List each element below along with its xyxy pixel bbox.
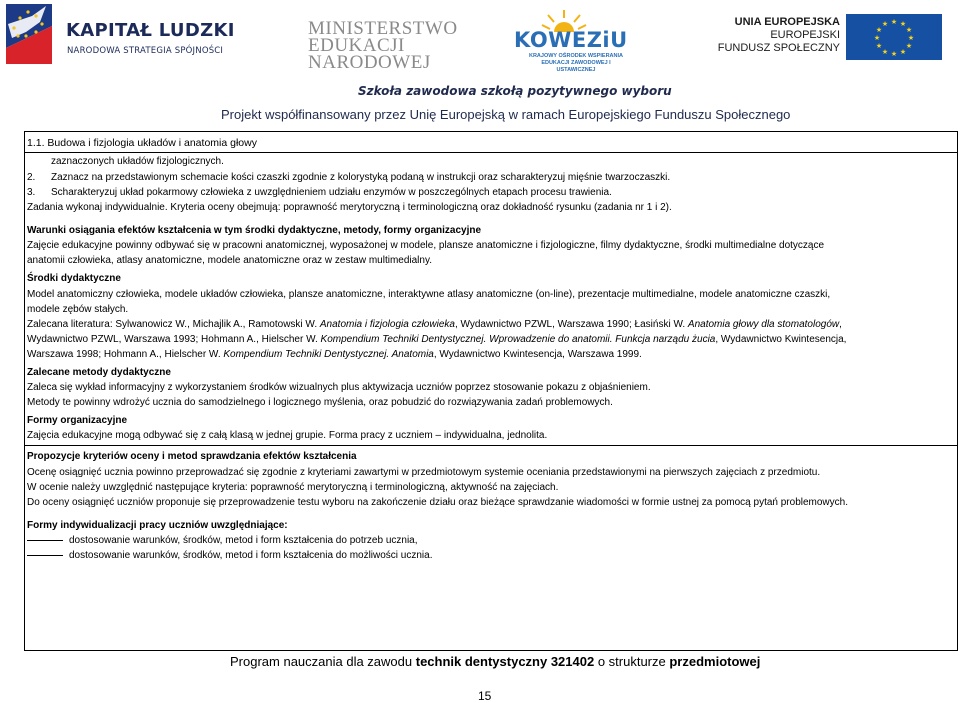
unia-europejska-logo bbox=[717, 14, 950, 62]
forms-line-1: Zajęcia edukacyjne mogą odbywać się z całą klasą w jednej grupie. Forma pracy z uczniem – indywidualna, jednolita. bbox=[27, 430, 548, 441]
kapital-ludzki-logo bbox=[6, 4, 246, 64]
task-line-3: Scharakteryzuj układ pokarmowy człowieka z uwzględnieniem udziału enzymów w poszczególnych etapach procesu trawienia. bbox=[51, 187, 612, 198]
svg-text:★: ★ bbox=[875, 26, 883, 34]
kapital-ludzki-flag-icon bbox=[6, 4, 56, 64]
individualization-item: dostosowanie warunków, środków, metod i form kształcenia do potrzeb ucznia, bbox=[27, 535, 418, 547]
literature-line-1: Zalecana literatura: Sylwanowicz W., Michajlik A., Ramotowski W. Anatomia i fizjologia człowieka, Wydawnictwo PZWL, Warszawa 1990; Łasiński W. Anatomia głowy dla stomatologów, bbox=[27, 319, 842, 330]
koweziu-subtitle: KRAJOWY OŚRODEK WSPIERANIA EDUKACJI ZAWODOWEJ I USTAWICZNEJ bbox=[528, 53, 624, 73]
eu-flag-icon bbox=[846, 14, 942, 60]
assessment-heading: Propozycje kryteriów oceny i metod sprawdzania efektów kształcenia bbox=[27, 451, 357, 462]
koweziu-logo bbox=[506, 10, 636, 73]
svg-text:★: ★ bbox=[890, 50, 898, 58]
kapital-ludzki-subtitle: NARODOWA STRATEGIA SPÓJNOŚCI bbox=[67, 46, 224, 56]
svg-text:★: ★ bbox=[890, 18, 898, 26]
assessment-line-1: Ocenę osiągnięć ucznia powinno przeprowadzać się zgodnie z kryteriami zawartymi w przedmiotowym systemie oceniania przedstawionymi na pierwszych zajęciach z przedmiotu. bbox=[27, 467, 821, 478]
svg-text:★: ★ bbox=[905, 42, 913, 50]
didactic-heading: Środki dydaktyczne bbox=[27, 273, 121, 284]
svg-text:★: ★ bbox=[899, 20, 907, 28]
content-table bbox=[24, 131, 958, 651]
koweziu-title: KOWEZiU bbox=[514, 28, 628, 52]
svg-text:★: ★ bbox=[873, 34, 881, 42]
task-line-0: zaznaczonych układów fizjologicznych. bbox=[51, 156, 224, 167]
literature-line-2: Wydawnictwo PZWL, Warszawa 1993; Hohmann A., Hielscher W. Kompendium Techniki Dentystycznej. Wprowadzenie do anatomii. Funkcja narządu żucia, Wydawnictwo Kwintesencja, bbox=[27, 334, 847, 345]
conditions-line-2: anatomii człowieka, atlasy anatomiczne, modele anatomiczne oraz w zestaw multimedialny. bbox=[27, 255, 432, 266]
forms-heading: Formy organizacyjne bbox=[27, 415, 128, 426]
section-title-row bbox=[25, 132, 957, 153]
kapital-ludzki-title: KAPITAŁ LUDZKI bbox=[66, 20, 235, 41]
conditions-heading: Warunki osiągania efektów kształcenia w tym środki dydaktyczne, metody, formy organizacyjne bbox=[27, 225, 482, 236]
svg-text:★: ★ bbox=[899, 48, 907, 56]
page-number: 15 bbox=[478, 689, 492, 703]
page-footer: Program nauczania dla zawodu technik dentystyczny 321402 o strukturze przedmiotowej bbox=[230, 654, 761, 669]
svg-text:★: ★ bbox=[905, 26, 913, 34]
methods-line-2: Metody te powinny wdrożyć ucznia do samodzielnego i logicznego myślenia, oraz pobudzić do rozwiązywania zadań problemowych. bbox=[27, 397, 613, 408]
section-divider bbox=[25, 445, 957, 446]
men-line-2: EDUKACJI bbox=[308, 35, 405, 56]
task-num-3: 3. bbox=[27, 187, 36, 198]
didactic-line-1: Model anatomiczny człowieka, modele układów człowieka, plansze anatomiczne, interaktywne atlasy anatomiczne (on-line), prezentacje multimedialne, modele anatomiczne czaszki, bbox=[27, 289, 831, 300]
task-line-2: Zaznacz na przedstawionym schemacie kości czaszki zgodnie z kolorystyką podaną w instrukcji oraz scharakteryzuj mięśnie twarzoczaszki. bbox=[51, 172, 671, 183]
conditions-line-1: Zajęcie edukacyjne powinny odbywać się w pracowni anatomicznej, wyposażonej w modele, plansze anatomiczne i fizjologiczne, filmy dydaktyczne, środki multimedialne dotyczące bbox=[27, 240, 825, 251]
dash-bullet-icon bbox=[27, 555, 63, 556]
svg-text:★: ★ bbox=[881, 48, 889, 56]
assessment-line-3: Do oceny osiągnięć uczniów proponuje się przeprowadzenie testu wyboru na zakończenie działu oraz bieżące sprawdzanie wiadomości w formie ustnej za pomocą pytań problemowych. bbox=[27, 497, 848, 508]
section-title: 1.1. Budowa i fizjologia układów i anatomia głowy bbox=[27, 137, 257, 149]
svg-text:★: ★ bbox=[875, 42, 883, 50]
school-slogan: Szkoła zawodowa szkołą pozytywnego wyboru bbox=[358, 84, 672, 98]
task-num-2: 2. bbox=[27, 172, 36, 183]
individualization-heading: Formy indywidualizacji pracy uczniów uwzględniające: bbox=[27, 520, 288, 531]
dash-bullet-icon bbox=[27, 540, 63, 541]
ue-text: UNIA EUROPEJSKA EUROPEJSKI FUNDUSZ SPOŁECZNY bbox=[717, 16, 840, 54]
methods-heading: Zalecane metody dydaktyczne bbox=[27, 367, 171, 378]
individualization-item: dostosowanie warunków, środków, metod i form kształcenia do możliwości ucznia. bbox=[27, 550, 433, 562]
svg-text:★: ★ bbox=[907, 34, 915, 42]
project-note: Projekt współfinansowany przez Unię Europejską w ramach Europejskiego Funduszu Społecznego bbox=[221, 107, 791, 122]
assessment-line-2: W ocenie należy uwzględnić następujące kryteria: poprawność merytoryczną i terminologiczną, aktywność na zajęciach. bbox=[27, 482, 559, 493]
men-line-1: MINISTERSTWO bbox=[308, 18, 458, 39]
task-criteria: Zadania wykonaj indywidualnie. Kryteria oceny obejmują: poprawność merytoryczną i terminologiczną oraz dokładność rysunku (zadania nr 1 i 2). bbox=[27, 202, 672, 213]
literature-line-3: Warszawa 1998; Hohmann A., Hielscher W. Kompendium Techniki Dentystycznej. Anatomia, Wydawnictwo Kwintesencja, Warszawa 1999. bbox=[27, 349, 642, 360]
men-line-3: NARODOWEJ bbox=[308, 52, 431, 73]
didactic-line-2: modele zębów stałych. bbox=[27, 304, 129, 315]
methods-line-1: Zaleca się wykład informacyjny z wykorzystaniem środków wizualnych plus aktywizacja uczniów poprzez stosowanie pokazu z objaśnieniem. bbox=[27, 382, 651, 393]
ministerstwo-edukacji-logo bbox=[308, 20, 458, 76]
page-header bbox=[0, 0, 960, 80]
svg-text:★: ★ bbox=[881, 20, 889, 28]
